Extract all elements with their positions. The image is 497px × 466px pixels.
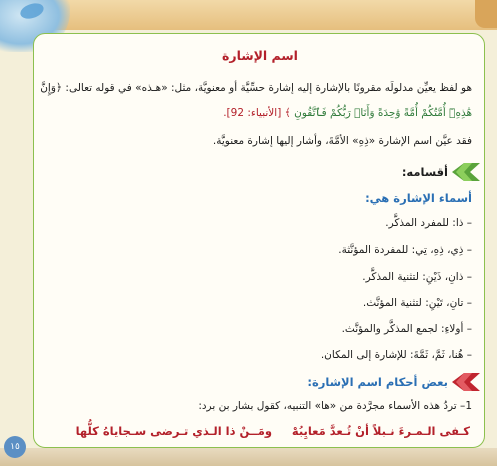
types-heading: أقسامه: — [401, 165, 448, 179]
page-number: ١٥ — [4, 436, 26, 458]
type-item: – ذا: للمفرد المذكَّر. — [385, 217, 472, 229]
definition-line-2 — [223, 107, 472, 119]
types-subheading: أسماء الإشارة هي: — [365, 191, 472, 205]
type-item: – أولاءِ: لجمع المذكَّر والمؤنَّث. — [341, 323, 472, 335]
rules-heading: بعض أحكام اسم الإشارة: — [307, 375, 448, 389]
poem-second-hemistich: كـفى الـمـرءَ نـبلاً أنْ تُـعدَّ مَعايِبُهْ — [291, 424, 470, 438]
red-arrow-icon — [452, 373, 480, 391]
explanation-text: فقد عيَّن اسم الإشارة «ذِهِ» الأمَّةَ، وأشار إليها إشارة معنويَّة. — [212, 135, 472, 147]
type-item: – ذانِ، ذَيْنِ: لتثنية المذكَّر. — [362, 271, 472, 283]
type-item: – هُنا، ثَمَّ، ثَمَّةَ: للإشارة إلى المكان. — [320, 349, 472, 361]
definition-line-1: هو لفظ يعيِّن مدلولَه مقرونًا بالإشارة إليه إشارة حسِّيَّة أو معنويَّة، مثل: «هـذه» في قوله تعالى: ﴿وَإِنَّ — [40, 82, 472, 94]
leaf-shape-icon — [18, 1, 45, 22]
lesson-card — [33, 33, 485, 448]
bottom-decorative-strip — [0, 448, 497, 466]
top-decorative-strip — [0, 0, 497, 30]
type-item: – ذِي، ذِهِ، تِي: للمفردة المؤنَّثة. — [338, 244, 472, 256]
type-item: – تانِ، تَيْنِ: لتثنية المؤنَّث. — [362, 297, 472, 309]
green-arrow-icon — [452, 163, 480, 181]
section-title: اسم الإشارة — [222, 48, 298, 63]
corner-tab-decoration — [475, 0, 497, 28]
quran-quote: هَٰذِهِۦٓ أُمَّتُكُمْ أُمَّةً وَٰحِدَةً وَأَنَا۠ رَبُّكُمْ فَٱتَّقُونِ — [294, 107, 472, 119]
rule-1-text: 1– تردُ هذه الأسماء مجرَّدة من «ها» التنبيه، كقول بشار بن برد: — [198, 400, 472, 412]
quran-reference: ﴾ [الأنبياء: 92]. — [223, 107, 291, 119]
poem-first-hemistich: ومَــنْ ذا الـذي تـرضى سـجاياهُ كلُّها — [75, 424, 272, 438]
